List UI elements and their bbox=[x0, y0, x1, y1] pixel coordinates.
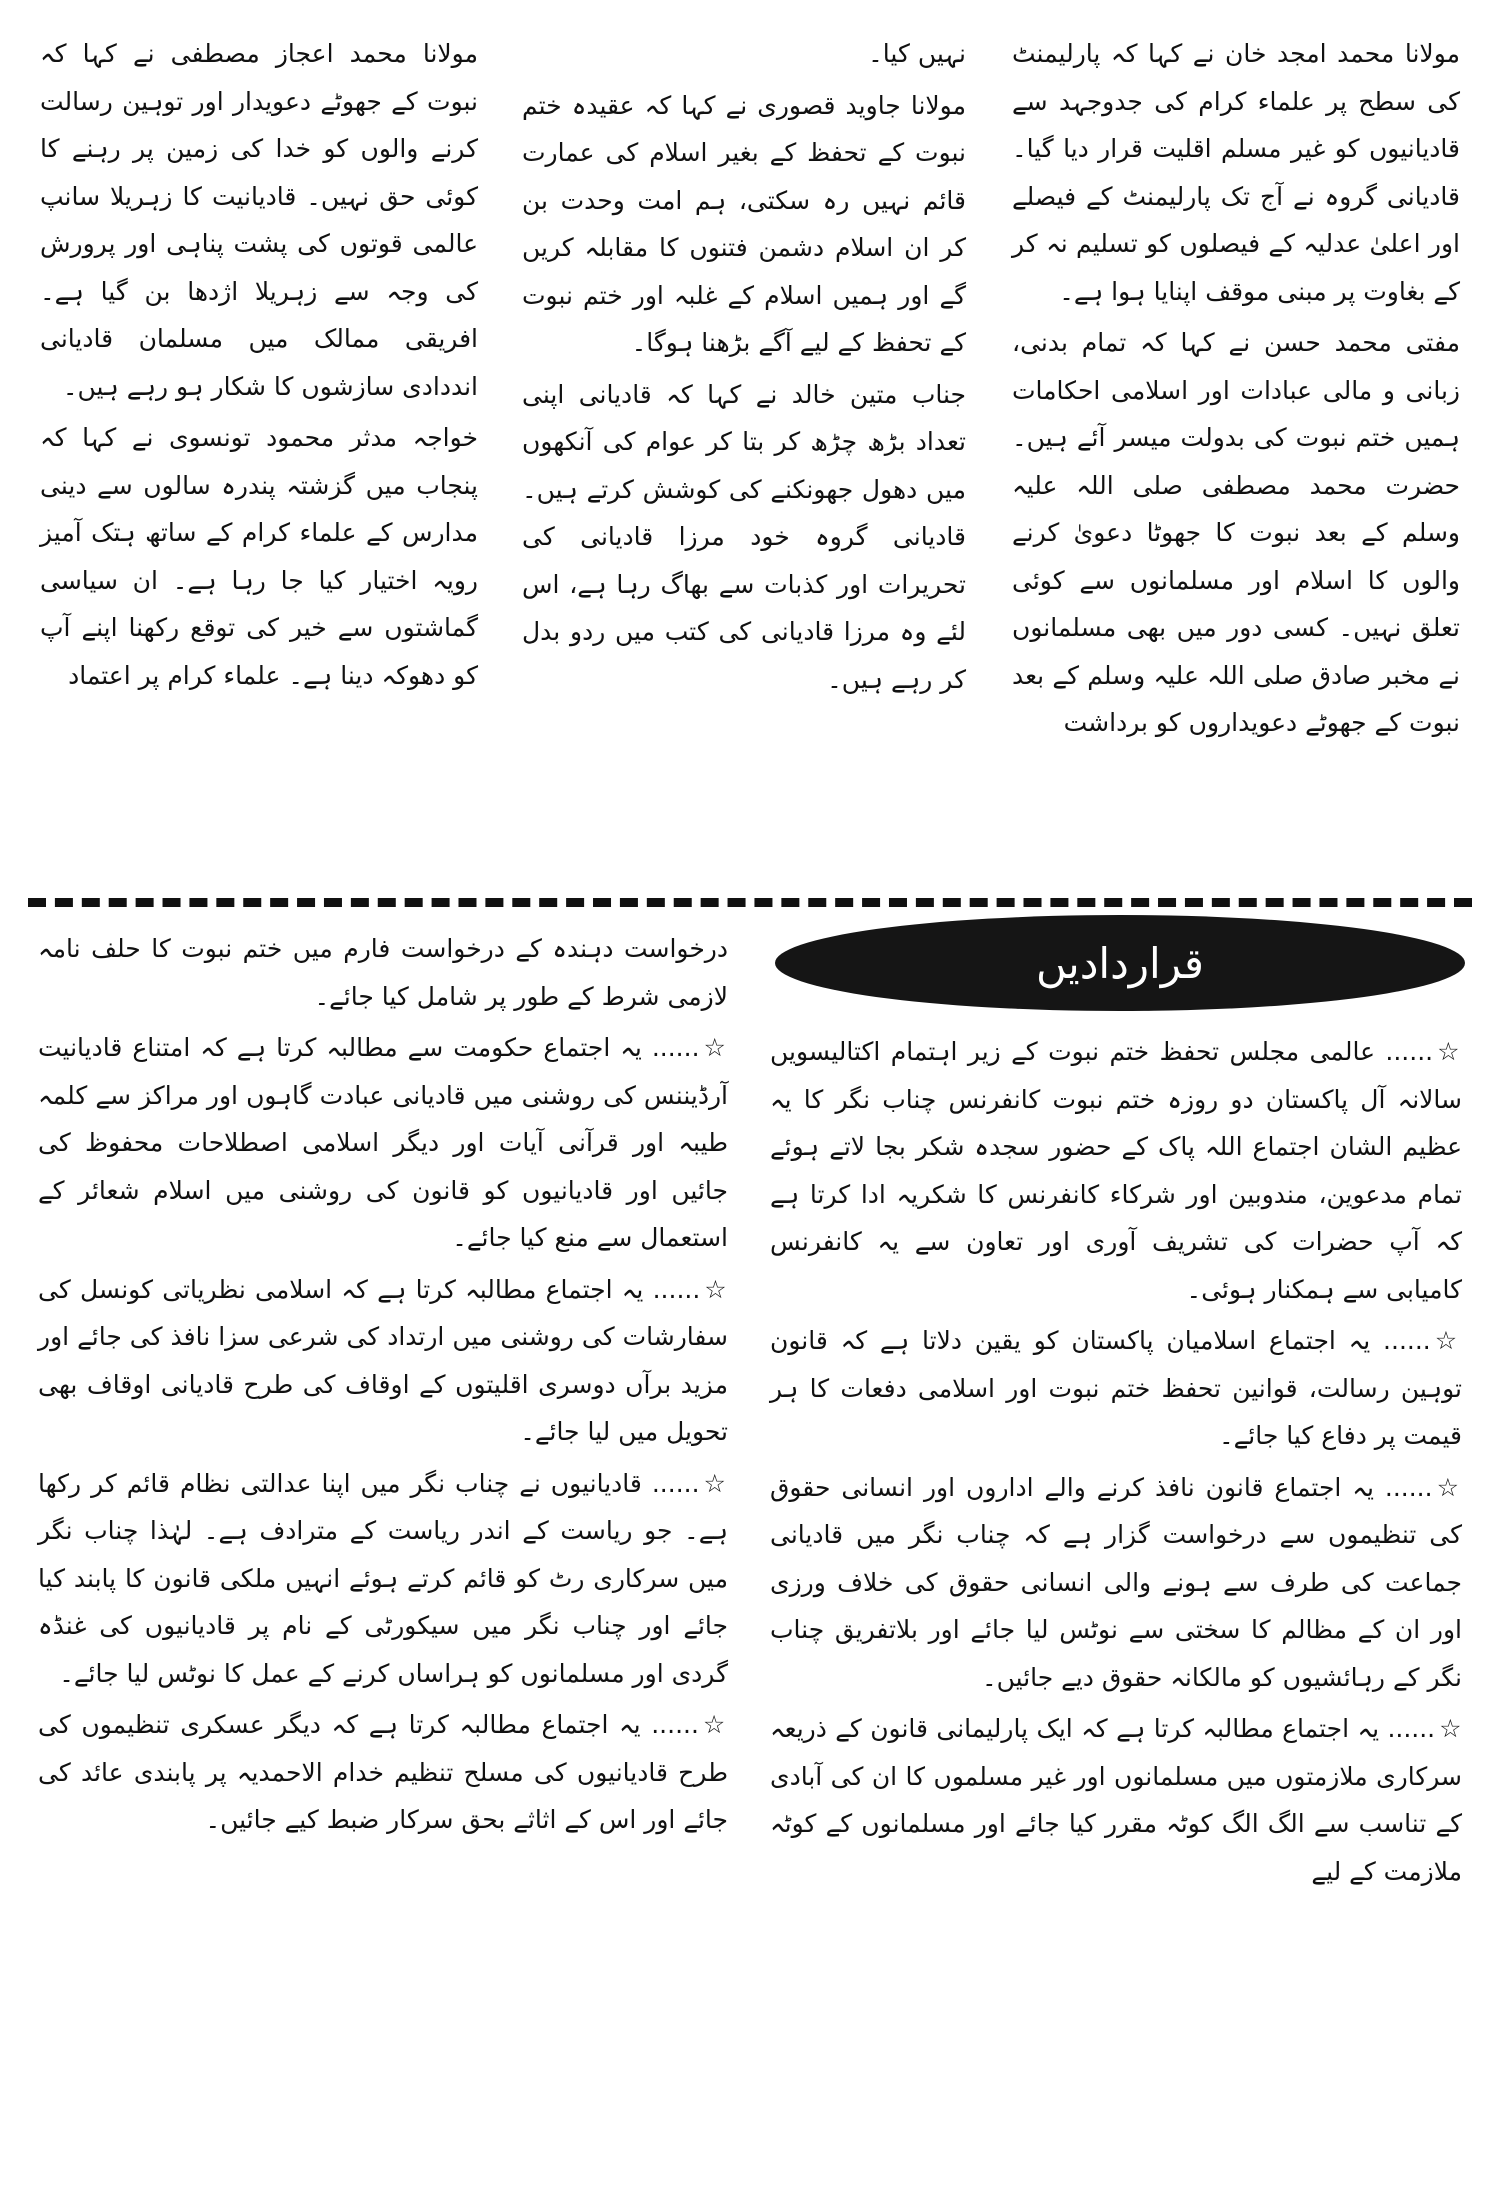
resolution-text: ...... قادیانیوں نے چناب نگر میں اپنا عدالتی نظام قائم کر رکھا ہے۔ جو ریاست کے اندر ریاست کے مترادف ہے۔ لہٰذا چناب نگر میں سرکاری رٹ کو قائم کرتے ہوئے انہیں ملکی قانون کا پابند کیا جائے اور چناب نگر میں سیکورٹی کے نام پر قادیانیوں کی غنڈہ گردی اور مسلمانوں کو ہراساں کرنے کے عمل کا نوٹس لیا جائے۔ bbox=[38, 1468, 728, 1688]
resolution-text: ...... عالمی مجلس تحفظ ختم نبوت کے زیر اہتمام اکتالیسویں سالانہ آل پاکستان دو روزہ ختم نبوت کانفرنس چناب نگر کا یہ عظیم الشان اجتماع اللہ پاک کے حضور سجدہ شکر بجا لاتے ہوئے تمام مدعوین، مندوبین اور شرکاء کانفرنس کا شکریہ ادا کرتا ہے کہ آپ حضرات کی تشریف آوری اور تعاون سے یہ کانفرنس کامیابی سے ہمکنار ہوئی۔ bbox=[770, 1037, 1462, 1304]
speech-paragraph: مولانا جاوید قصوری نے کہا کہ عقیدہ ختم نبوت کے تحفظ کے بغیر اسلام کی عمارت قائم نہیں رہ سکتی، ہم امت وحدت بن کر ان اسلام دشمن فتنوں کا مقابلہ کریں گے اور ہمیں اسلام کے غلبہ اور ختم نبوت کے تحفظ کے لیے آگے بڑھنا ہوگا۔ bbox=[522, 90, 966, 357]
star-icon: ☆ bbox=[1434, 1326, 1462, 1355]
resolution-item bbox=[770, 1464, 1462, 1706]
star-icon: ☆ bbox=[1437, 1037, 1462, 1066]
speech-paragraph: مفتی محمد حسن نے کہا کہ تمام بدنی، زبانی و مالی عبادات اور اسلامی احکامات ہمیں ختم نبوت کی بدولت میسر آئے ہیں۔ حضرت محمد مصطفی صلی اللہ علیہ وسلم کے بعد نبوت کا جھوٹا دعویٰ کرنے والوں کا اسلام اور مسلمانوں سے کوئی تعلق نہیں۔ کسی دور میں بھی مسلمانوں نے مخبر صادق صلی اللہ علیہ وسلم کے بعد نبوت کے جھوٹے دعویداروں کو برداشت bbox=[1012, 328, 1460, 737]
resolutions-heading-text: قراردادیں bbox=[1036, 938, 1204, 988]
star-icon: ☆ bbox=[702, 1710, 728, 1739]
dashed-divider bbox=[28, 898, 1472, 907]
speech-paragraph: جناب متین خالد نے کہا کہ قادیانی اپنی تعداد بڑھ چڑھ کر بتا کر عوام کی آنکھوں میں دھول جھونکنے کی کوشش کرتے ہیں۔ قادیانی گروہ خود مرزا قادیانی کی تحریرات اور کذبات سے بھاگ رہا ہے، اس لئے وہ مرزا قادیانی کی کتب میں ردو بدل کر رہے ہیں۔ bbox=[522, 379, 966, 694]
resolution-text: ...... یہ اجتماع قانون نافذ کرنے والے اداروں اور انسانی حقوق کی تنظیموں سے درخواست گزار ہے کہ چناب نگر میں قادیانی جماعت کی طرف سے ہونے والی انسانی حقوق کی خلاف ورزی اور ان کے مظالم کا سختی سے نوٹس لیا جائے اور بلاتفریق چناب نگر کے رہائشیوں کو مالکانہ حقوق دیے جائیں۔ bbox=[770, 1472, 1462, 1692]
speech-paragraph: نہیں کیا۔ bbox=[868, 39, 966, 68]
resolution-item bbox=[38, 1701, 728, 1848]
top-column-left bbox=[40, 30, 478, 703]
resolutions-heading bbox=[775, 915, 1465, 1011]
resolution-item bbox=[770, 1317, 1462, 1464]
star-icon: ☆ bbox=[1436, 1472, 1462, 1502]
star-icon: ☆ bbox=[703, 1468, 728, 1498]
resolutions-column-right bbox=[770, 1028, 1462, 1899]
resolution-text: ...... یہ اجتماع اسلامیان پاکستان کو یقین دلاتا ہے کہ قانون توہین رسالت، قوانین تحفظ ختم نبوت اور اسلامی دفعات کا ہر قیمت پر دفاع کیا جائے۔ bbox=[770, 1326, 1462, 1450]
resolutions-column-left bbox=[38, 925, 728, 1848]
resolution-item bbox=[38, 1024, 728, 1266]
star-icon: ☆ bbox=[1439, 1714, 1462, 1743]
speech-paragraph: خواجہ مدثر محمود تونسوی نے کہا کہ پنجاب میں گزشتہ پندرہ سالوں سے دینی مدارس کے علماء کرام کے ساتھ ہتک آمیز رویہ اختیار کیا جا رہا ہے۔ ان سیاسی گماشتوں سے خیر کی توقع رکھنا اپنے آپ کو دھوکہ دینا ہے۔ علماء کرام پر اعتماد bbox=[40, 423, 478, 690]
speech-paragraph: مولانا محمد اعجاز مصطفی نے کہا کہ نبوت کے جھوٹے دعویدار اور توہین رسالت کرنے والوں کو خدا کی زمین پر رہنے کا کوئی حق نہیں۔ قادیانیت کا زہریلا سانپ عالمی قوتوں کی پشت پناہی اور پرورش کی وجہ سے زہریلا اژدھا بن گیا ہے۔ افریقی ممالک میں مسلمان قادیانی انددادی سازشوں کا شکار ہو رہے ہیں۔ bbox=[40, 39, 478, 401]
speech-paragraph: مولانا محمد امجد خان نے کہا کہ پارلیمنٹ کی سطح پر علماء کرام کی جدوجہد سے قادیانیوں کو غیر مسلم اقلیت قرار دیا گیا۔ قادیانی گروہ نے آج تک پارلیمنٹ کے فیصلے اور اعلیٰ عدلیہ کے فیصلوں کو تسلیم نہ کر کے بغاوت پر مبنی موقف اپنایا ہوا ہے۔ bbox=[1012, 39, 1460, 306]
resolution-text: ...... یہ اجتماع مطالبہ کرتا ہے کہ ایک پارلیمانی قانون کے ذریعہ سرکاری ملازمتوں میں مسلمانوں اور غیر مسلموں کا ان کی آبادی کے تناسب سے الگ الگ کوٹہ مقرر کیا جائے اور مسلمانوں کے کوٹہ ملازمت کے لیے bbox=[770, 1714, 1462, 1886]
resolution-text: ...... یہ اجتماع مطالبہ کرتا ہے کہ دیگر عسکری تنظیموں کی طرح قادیانیوں کی مسلح تنظیم خدام الاحمدیہ پر پابندی عائد کی جائے اور اس کے اثاثے بحق سرکار ضبط کیے جائیں۔ bbox=[38, 1710, 728, 1834]
resolution-item bbox=[38, 1460, 728, 1702]
star-icon: ☆ bbox=[703, 1033, 728, 1062]
star-icon: ☆ bbox=[704, 1274, 728, 1304]
resolution-text: ...... یہ اجتماع حکومت سے مطالبہ کرتا ہے کہ امتناع قادیانیت آرڈیننس کی روشنی میں قادیانی عبادت گاہوں اور مراکز سے کلمہ طیبہ اور قرآنی آیات اور دیگر اسلامی اصطلاحات محفوظ کی جائیں اور قادیانیوں کو قانون کی روشنی میں اسلام شعائر کے استعمال سے منع کیا جائے۔ bbox=[38, 1033, 728, 1252]
resolution-item bbox=[770, 1705, 1462, 1899]
top-column-right bbox=[1012, 30, 1460, 751]
top-column-middle bbox=[522, 30, 966, 707]
resolution-text: ...... یہ اجتماع مطالبہ کرتا ہے کہ اسلامی نظریاتی کونسل کی سفارشات کی روشنی میں ارتداد کی شرعی سزا نافذ کی جائے اور مزید برآں دوسری اقلیتوں کے اوقاف کی طرح قادیانی اوقاف بھی تحویل میں لیا جائے۔ bbox=[38, 1274, 728, 1446]
resolution-item bbox=[38, 1266, 728, 1460]
resolution-item bbox=[770, 1028, 1462, 1317]
resolution-continuation: درخواست دہندہ کے درخواست فارم میں ختم نبوت کا حلف نامہ لازمی شرط کے طور پر شامل کیا جائے۔ bbox=[38, 934, 728, 1011]
